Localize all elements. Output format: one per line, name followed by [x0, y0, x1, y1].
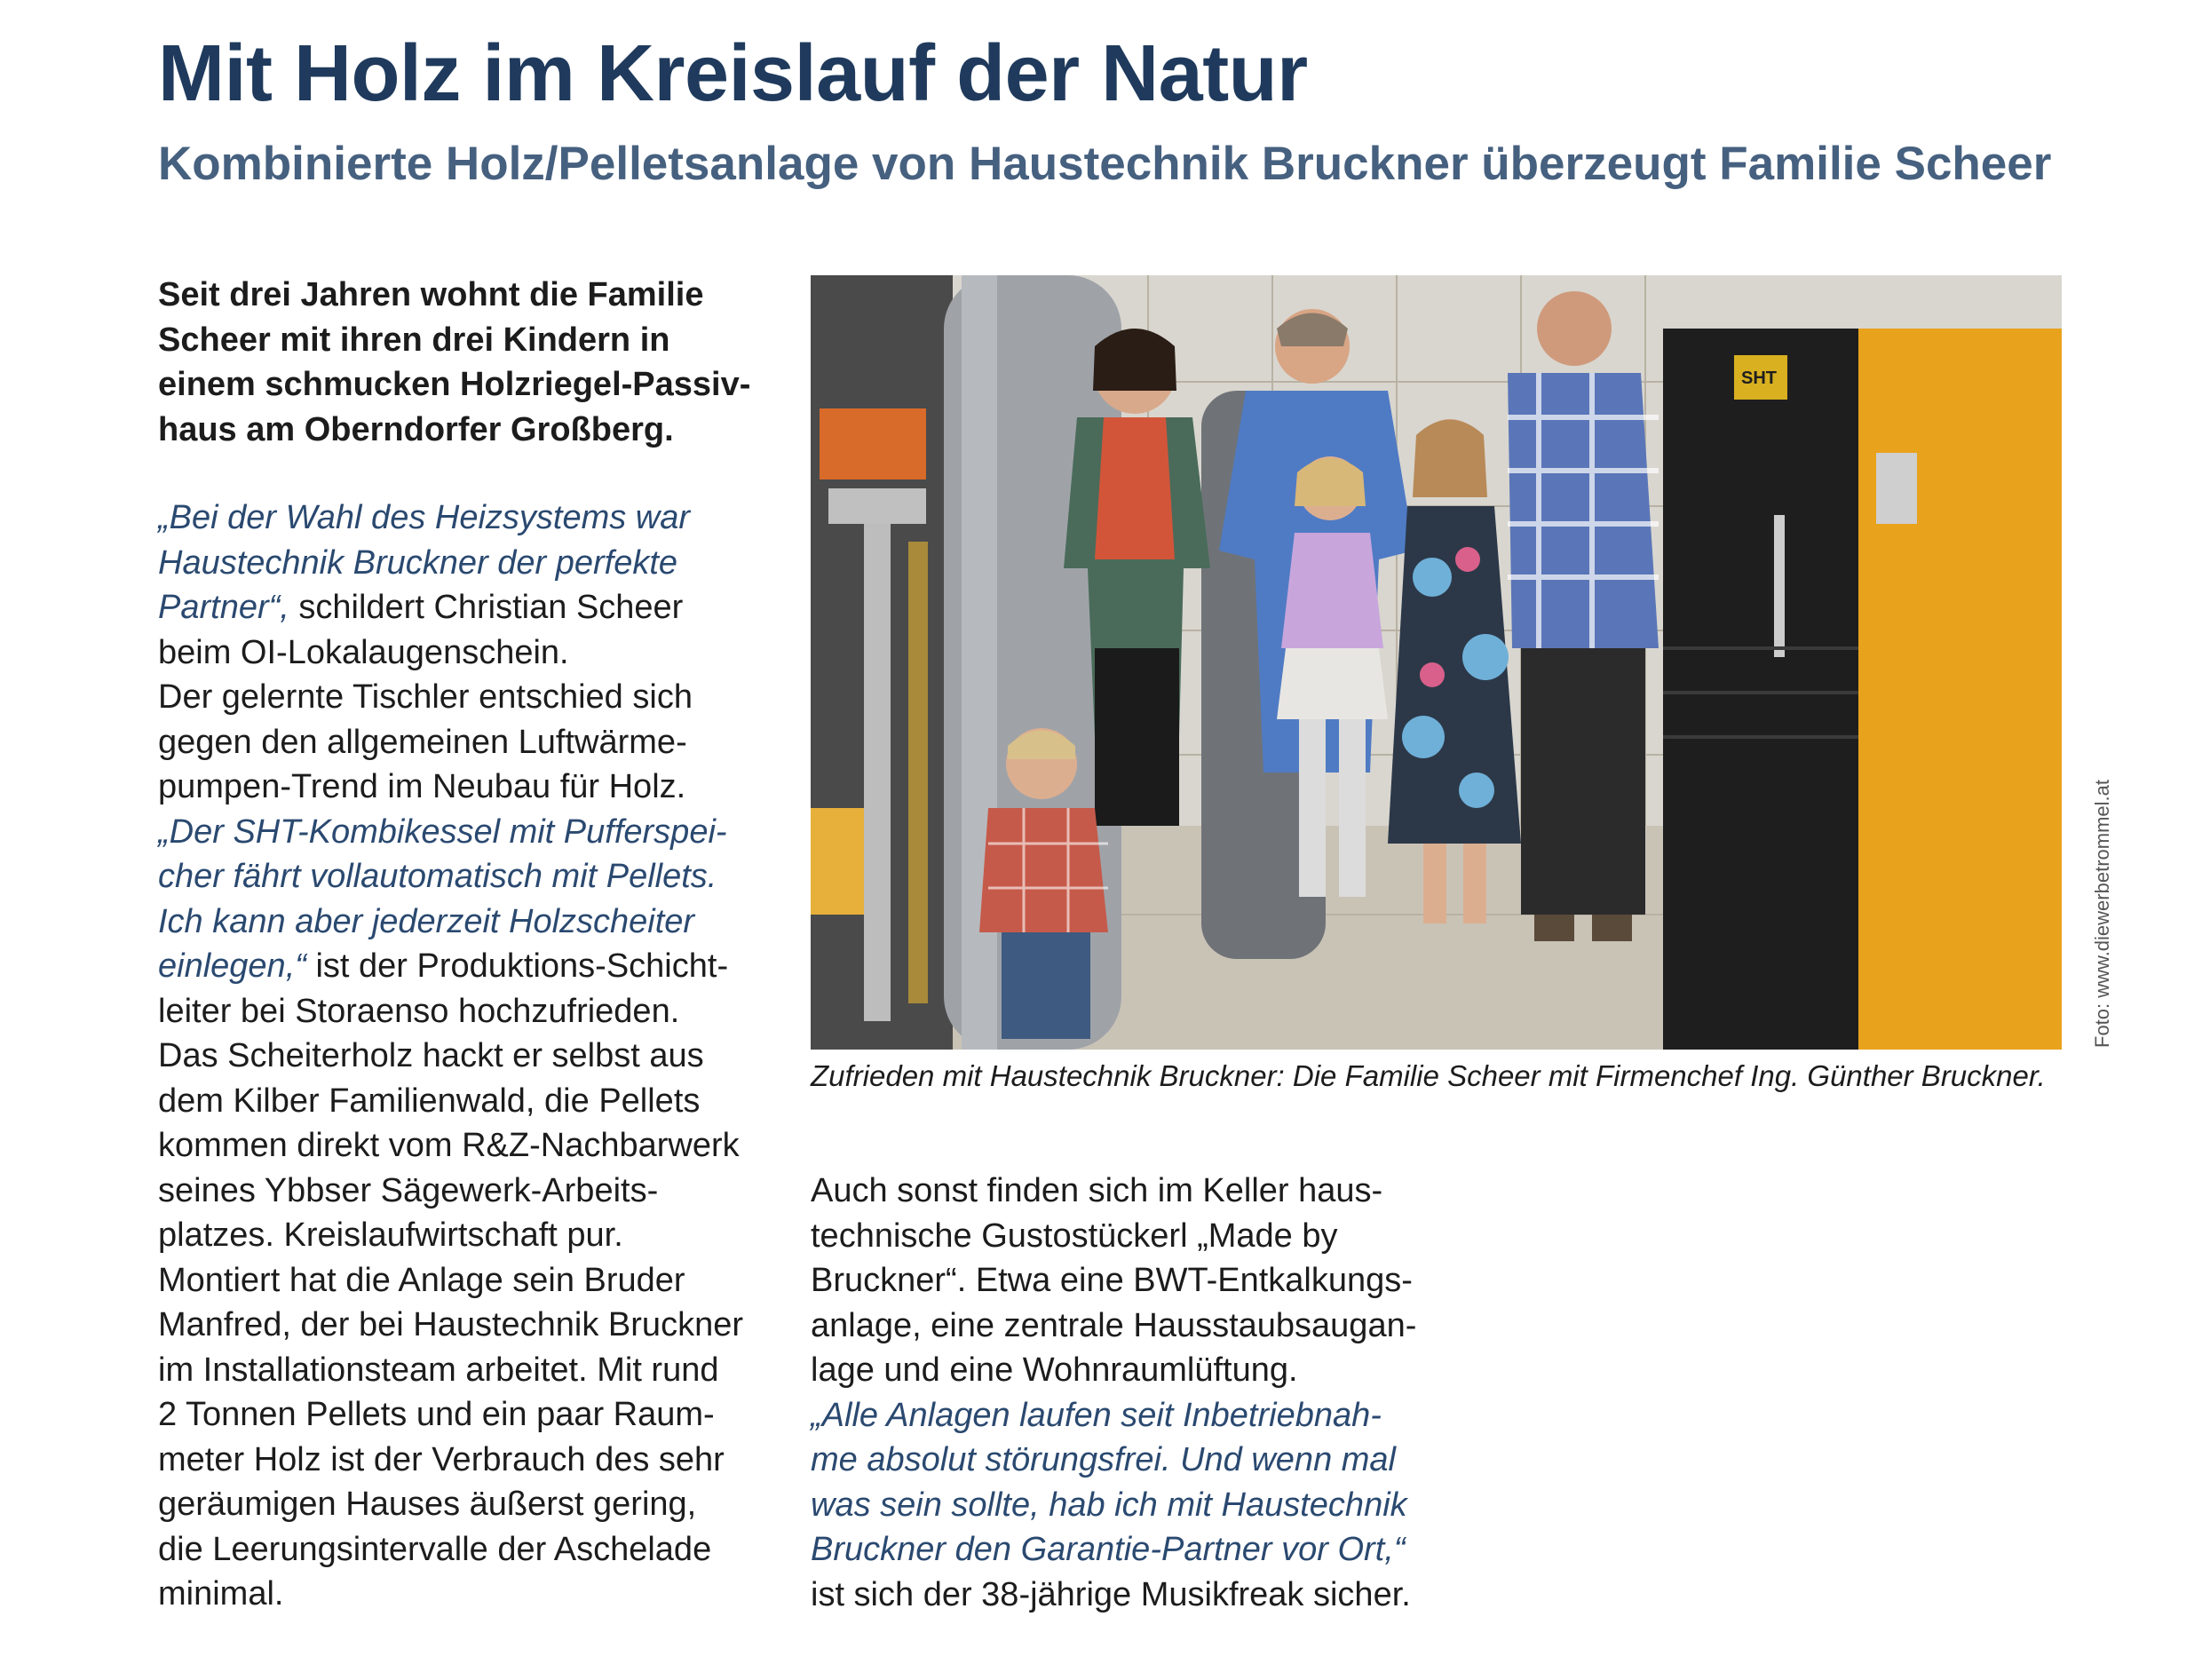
text-line: [158, 495, 743, 541]
text-line: [158, 1438, 743, 1483]
body-text: ist sich der 38-jährige Musikfreak sicher.: [811, 1575, 1411, 1613]
quote-text: cher fährt vollautomatisch mit Pellets.: [158, 858, 717, 895]
body-text: technische Gustostückerl „Made by: [811, 1216, 1338, 1255]
text-line: [158, 1572, 743, 1617]
text-line: [811, 1527, 1416, 1573]
photo-caption: Zufrieden mit Haustechnik Bruckner: Die Familie Scheer mit Firmenchef Ing. Günther Bruckner.: [811, 1059, 2046, 1092]
text-line: [158, 1123, 743, 1169]
text-line: [158, 1079, 743, 1124]
quote-text: Ich kann aber jederzeit Holzscheiter: [158, 902, 695, 940]
lead-paragraph: [158, 273, 750, 452]
text-line: [811, 1348, 1416, 1393]
text-line: [158, 810, 743, 855]
boiler-label: SHT: [1741, 368, 1777, 388]
quote-text: Haustechnik Bruckner der perfekte: [158, 543, 678, 582]
body-text: die Leerungsintervalle der Aschelade: [158, 1530, 712, 1568]
body-text: pumpen-Trend im Neubau für Holz.: [158, 768, 686, 805]
quote-text: „Alle Anlagen laufen seit Inbetriebnah-: [811, 1396, 1382, 1434]
text-line: [158, 1303, 743, 1348]
article-title: Mit Holz im Kreislauf der Natur: [158, 29, 1308, 118]
body-text: dem Kilber Familienwald, die Pellets: [158, 1082, 701, 1120]
text-line: [811, 1573, 1416, 1618]
lead-line: haus am Oberndorfer Großberg.: [158, 410, 674, 448]
body-text: 2 Tonnen Pellets und ein paar Raum-: [158, 1396, 715, 1433]
body-text: meter Holz ist der Verbrauch des sehr: [158, 1440, 725, 1478]
text-line: [158, 1392, 743, 1438]
body-text: seines Ybbser Sägewerk-Arbeits-: [158, 1171, 659, 1209]
body-text: lage und eine Wohnraumlüftung.: [811, 1351, 1298, 1389]
text-line: [811, 1304, 1416, 1349]
text-line: [158, 720, 743, 765]
quote-text: „Der SHT-Kombikessel mit Pufferspei-: [158, 812, 727, 851]
text-line: [158, 630, 743, 676]
quote-text: einlegen,“: [158, 947, 306, 985]
left-column-body: [158, 495, 743, 1617]
text-line: [158, 1527, 743, 1573]
body-text: schildert Christian Scheer: [289, 589, 684, 626]
text-line: [158, 1482, 743, 1527]
text-line: [158, 1034, 743, 1079]
body-text: Montiert hat die Anlage sein Bruder: [158, 1261, 685, 1299]
body-text: beim OI-Lokalaugenschein.: [158, 633, 569, 671]
lead-line: einem schmucken Holzriegel-Passiv-: [158, 366, 751, 403]
body-text: minimal.: [158, 1575, 284, 1613]
body-text: Der gelernte Tischler entschied sich: [158, 678, 693, 716]
text-line: [811, 1393, 1416, 1438]
quote-text: „Bei der Wahl des Heizsystems war: [158, 499, 691, 536]
text-line: [158, 989, 743, 1034]
right-column-body: [811, 1169, 1416, 1617]
body-text: ist der Produktions-Schicht-: [305, 947, 729, 985]
body-text: im Installationsteam arbeitet. Mit rund: [158, 1351, 719, 1389]
text-line: [811, 1438, 1416, 1483]
text-line: [158, 1213, 743, 1258]
body-text: geräumigen Hauses äußerst gering,: [158, 1486, 697, 1523]
text-line: [158, 1169, 743, 1214]
lead-line: Seit drei Jahren wohnt die Familie: [158, 276, 704, 313]
text-line: [158, 675, 743, 720]
text-line: [811, 1169, 1416, 1214]
body-text: gegen den allgemeinen Luftwärme-: [158, 723, 687, 761]
text-line: [158, 1348, 743, 1393]
body-text: kommen direkt vom R&Z-Nachbarwerk: [158, 1127, 740, 1164]
text-line: [811, 1214, 1416, 1259]
text-line: [158, 899, 743, 945]
photo-credit: Foto: www.diewerbetrommel.at: [2091, 780, 2113, 1048]
quote-text: me absolut störungsfrei. Und wenn mal: [811, 1441, 1396, 1478]
text-line: [158, 585, 743, 630]
body-text: anlage, eine zentrale Hausstaubsaugan-: [811, 1306, 1417, 1344]
text-line: [811, 1483, 1416, 1528]
quote-text: Bruckner den Garantie-Partner vor Ort,“: [811, 1531, 1406, 1568]
quote-text: Partner“,: [158, 589, 289, 626]
body-text: Manfred, der bei Haustechnik Bruckner: [158, 1306, 743, 1343]
body-text: Auch sonst finden sich im Keller haus-: [811, 1172, 1383, 1209]
text-line: [158, 854, 743, 899]
article-subtitle: Kombinierte Holz/Pelletsanlage von Haustechnik Bruckner überzeugt Familie Scheer: [158, 138, 2052, 190]
text-line: [158, 541, 743, 586]
family-photo: [811, 275, 2062, 1050]
body-text: Bruckner“. Etwa eine BWT-Entkalkungs-: [811, 1262, 1413, 1299]
text-line: [158, 765, 743, 810]
text-line: [158, 1258, 743, 1304]
quote-text: was sein sollte, hab ich mit Haustechnik: [811, 1486, 1407, 1524]
text-line: [158, 944, 743, 989]
body-text: platzes. Kreislaufwirtschaft pur.: [158, 1216, 623, 1254]
lead-line: Scheer mit ihren drei Kindern in: [158, 321, 670, 359]
text-line: [811, 1258, 1416, 1304]
body-text: Das Scheiterholz hackt er selbst aus: [158, 1037, 704, 1074]
body-text: leiter bei Storaenso hochzufrieden.: [158, 992, 680, 1030]
